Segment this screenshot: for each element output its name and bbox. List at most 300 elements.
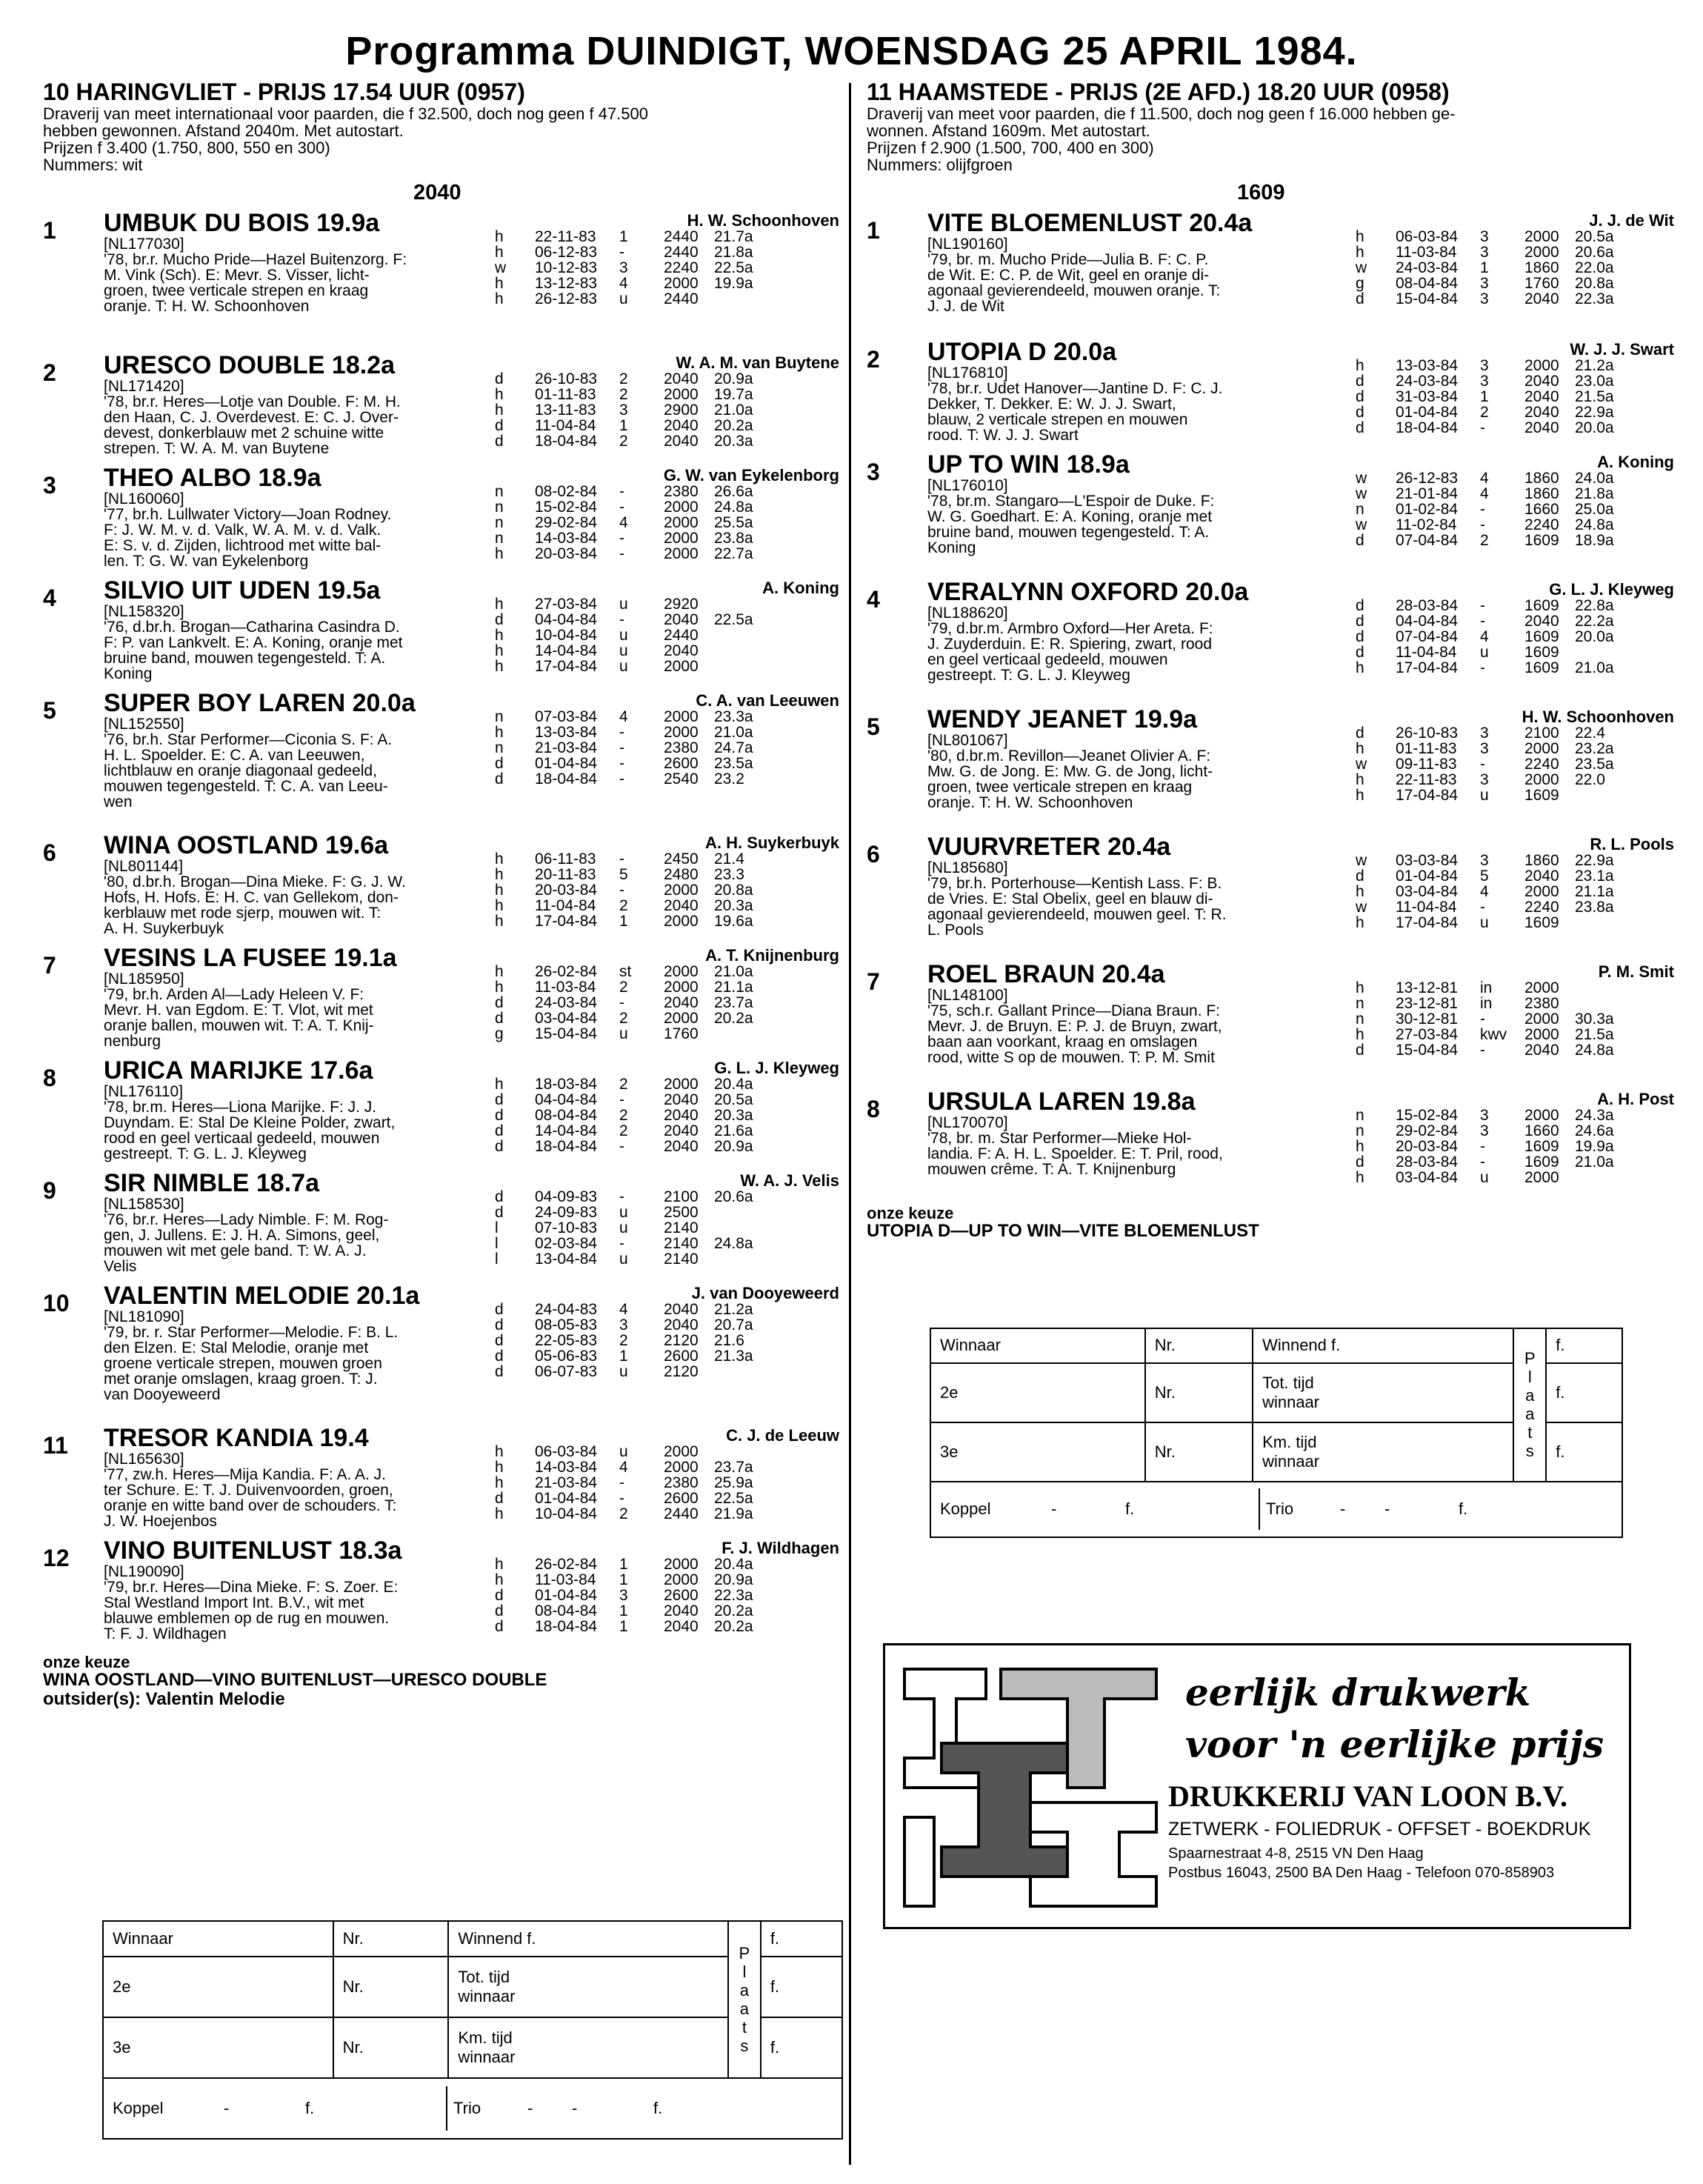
track-code: d [1356, 1042, 1364, 1059]
horse-name: URICA MARIJKE 17.6a [104, 1056, 373, 1085]
entry-text [104, 1425, 533, 1529]
race-distance: 2600 [664, 1348, 699, 1365]
race-distance: 2000 [664, 530, 699, 547]
recent-results [1356, 229, 1674, 307]
recent-results [495, 1444, 836, 1522]
recent-results [1356, 470, 1674, 548]
track-code: d [495, 1618, 504, 1635]
race-date: 10-04-84 [535, 627, 598, 644]
result-row [495, 709, 836, 725]
result-row [495, 882, 836, 898]
horse-entry [867, 1088, 1674, 1198]
horse-description-line: blauw, 2 verticale strepen en mouwen [927, 411, 1188, 428]
race-distance: 2000 [664, 545, 699, 562]
race-date: 11-04-84 [1396, 899, 1457, 916]
finish-place: 3 [619, 259, 628, 276]
finish-place: kwv [1480, 1026, 1507, 1043]
race-date: 13-03-84 [535, 724, 598, 741]
race-distance: 1609 [1524, 1153, 1559, 1171]
km-time: 20.8a [1575, 275, 1614, 292]
trainer-name: F. J. Wildhagen [721, 1539, 839, 1557]
finish-place: - [619, 882, 624, 899]
km-time: 24.6a [1575, 1122, 1614, 1139]
km-time: 21.6 [714, 1332, 744, 1349]
race-distance: 2440 [664, 290, 699, 307]
horse-description-line: len. T: G. W. van Eykelenborg [104, 553, 309, 570]
result-row [495, 276, 836, 291]
finish-place: 2 [619, 1076, 628, 1093]
plaats-f-field[interactable]: f. [761, 1957, 842, 2017]
race-date: 17-04-84 [535, 658, 598, 675]
tot-tijd-field[interactable] [1253, 1363, 1513, 1422]
horse-description-line: strepen. T: W. A. M. van Buytene [104, 440, 330, 457]
km-time: 24.8a [714, 499, 753, 516]
nr-field[interactable]: Nr. [1145, 1363, 1253, 1422]
horse-description-line: ter Schure. E: T. J. Duivenvoorden, groen, [104, 1482, 393, 1499]
finish-place: 4 [619, 1459, 628, 1476]
race-date: 14-04-84 [535, 1122, 598, 1139]
finish-place: - [1480, 1011, 1485, 1028]
km-time: 20.2a [714, 417, 753, 434]
result-row [495, 851, 836, 867]
result-row [1356, 1123, 1674, 1139]
trainer-name: A. H. Post [1597, 1090, 1674, 1108]
horse-registration: [NL185680] [927, 859, 1008, 876]
race-date: 01-04-84 [1396, 404, 1459, 421]
horse-name: UTOPIA D 20.0a [927, 338, 1117, 366]
horse-description-line: de Wit. E: C. P. de Wit, geel en oranje di- [927, 267, 1210, 284]
km-tijd-line: Km. tijd [1262, 1432, 1317, 1451]
finish-place: u [619, 1025, 628, 1042]
entry-text [104, 210, 533, 314]
trio-dash: - [527, 2098, 533, 2117]
result-row [495, 596, 836, 612]
nr-field[interactable]: Nr. [333, 1921, 449, 1957]
horse-registration: [NL160060] [104, 490, 184, 507]
plaats-letter: t [741, 2017, 747, 2037]
entry-list [867, 210, 1674, 1198]
horse-entry [43, 465, 839, 574]
horse-description-line: '80, d.br.m. Revillon—Jeanet Olivier A. F: [927, 748, 1211, 765]
race-distance: 2480 [664, 866, 699, 883]
nr-field[interactable]: Nr. [1145, 1422, 1253, 1482]
result-row [1356, 470, 1674, 486]
finish-place: 2 [619, 433, 628, 450]
km-time: 23.3a [714, 708, 753, 725]
race-date: 24-09-83 [535, 1204, 598, 1221]
track-code: h [1356, 883, 1364, 900]
outsider-line: outsider(s): Valentin Melodie [43, 1689, 285, 1709]
ad-company: DRUKKERIJ VAN LOON B.V. [1168, 1780, 1568, 1813]
result-row [1356, 291, 1674, 307]
km-time: 20.6a [1575, 244, 1614, 261]
finish-place: - [619, 530, 624, 547]
finish-place: 4 [1480, 470, 1489, 487]
race-date: 11-04-84 [535, 897, 596, 914]
track-code: h [495, 897, 504, 914]
km-time: 23.8a [1575, 899, 1614, 916]
entry-number: 5 [867, 713, 880, 740]
recent-results [495, 371, 836, 449]
result-row [1356, 533, 1674, 548]
trio-label: Trio [1266, 1499, 1294, 1519]
race-date: 08-04-84 [1396, 275, 1459, 292]
horse-description-line: groene verticale strepen, mouwen groen [104, 1355, 382, 1372]
track-code: d [495, 1091, 504, 1108]
result-row [495, 725, 836, 740]
result-row [495, 1619, 836, 1634]
track-code: n [1356, 501, 1364, 518]
race-distance: 2380 [1524, 995, 1559, 1012]
race-date: 01-04-84 [535, 755, 598, 772]
race-distance: 1609 [1524, 659, 1559, 676]
km-time: 21.8a [714, 244, 753, 261]
entry-number: 11 [43, 1432, 68, 1459]
track-code: d [495, 611, 504, 628]
nr-field[interactable]: Nr. [333, 2017, 449, 2078]
race-distance: 2240 [1524, 899, 1559, 916]
race-distance: 1760 [1524, 275, 1559, 292]
race-date: 01-04-84 [1396, 868, 1459, 885]
race-distance: 2000 [664, 963, 699, 980]
race-date: 07-04-84 [1396, 532, 1459, 549]
entry-text [104, 465, 533, 569]
race-date: 01-11-83 [535, 386, 596, 403]
result-row [1356, 741, 1674, 756]
race-date: 04-04-84 [535, 1091, 598, 1108]
horse-description-line: W. G. Goedhart. E: A. Koning, oranje met [927, 508, 1213, 525]
track-code: h [495, 627, 504, 644]
plaats-f-field[interactable]: f. [1546, 1422, 1622, 1482]
track-code: d [495, 994, 504, 1011]
horse-description-line: '79, br.h. Porterhouse—Kentish Lass. F: B. [927, 875, 1222, 892]
horse-name: TRESOR KANDIA 19.4 [104, 1424, 369, 1452]
km-time: 23.0a [1575, 373, 1614, 390]
result-row [495, 1333, 836, 1348]
horse-entry [867, 579, 1674, 703]
km-time: 21.7a [714, 228, 753, 245]
horse-entry [43, 577, 839, 687]
finish-place: 5 [619, 866, 628, 883]
result-row [1356, 788, 1674, 803]
result-row [1356, 853, 1674, 868]
result-row [1356, 1139, 1674, 1154]
result-row [1356, 629, 1674, 645]
trio-label: Trio [453, 2098, 481, 2117]
track-code: d [495, 1107, 504, 1124]
horse-entry [43, 1425, 839, 1534]
km-time: 21.0a [1575, 659, 1614, 676]
result-row [495, 995, 836, 1011]
km-time: 23.1a [1575, 868, 1614, 885]
km-time: 22.5a [714, 259, 753, 276]
track-code: h [1356, 1138, 1364, 1155]
race-distance: 2040 [413, 181, 461, 204]
horse-entry [867, 961, 1674, 1085]
track-code: n [1356, 1122, 1364, 1139]
track-code: h [1356, 1026, 1364, 1043]
finish-place: - [1480, 756, 1485, 773]
finish-place: 3 [1480, 228, 1489, 245]
km-tijd-field[interactable] [1253, 1422, 1513, 1482]
km-time: 22.3a [714, 1587, 753, 1604]
km-time: 20.3a [714, 1107, 753, 1124]
race-distance: 2040 [1524, 868, 1559, 885]
entry-text [104, 945, 533, 1049]
race-date: 18-03-84 [535, 1076, 598, 1093]
race-desc-line: Draverij van meet voor paarden, die f 11.500, doch nog geen f 16.000 hebben ge- [867, 104, 1456, 123]
finish-place: 1 [619, 913, 628, 930]
result-row [1356, 276, 1674, 291]
race-date: 17-04-84 [1396, 914, 1459, 931]
km-time: 21.2a [714, 1301, 753, 1318]
race-date: 11-04-84 [1396, 644, 1457, 661]
horse-description-line: de Vries. E: Stal Obelix, geel en blauw di- [927, 890, 1213, 908]
plaats-letter: t [1527, 1423, 1533, 1442]
finish-place: 3 [1480, 1122, 1489, 1139]
track-code: d [495, 1332, 504, 1349]
horse-registration: [NL171420] [104, 378, 184, 395]
koppel-dash: - [1051, 1499, 1057, 1519]
entry-number: 7 [43, 952, 56, 979]
plaats-f-field[interactable]: f. [1546, 1363, 1622, 1422]
km-time: 23.7a [714, 994, 753, 1011]
race-distance: 1609 [1524, 597, 1559, 614]
track-code: h [1356, 979, 1364, 996]
race-desc-line: Prijzen f 3.400 (1.750, 800, 550 en 300) [43, 139, 330, 157]
km-time: 23.5a [714, 755, 753, 772]
entry-number: 6 [867, 841, 880, 868]
result-row [495, 1205, 836, 1220]
km-time: 20.9a [714, 1138, 753, 1155]
result-row [495, 1475, 836, 1491]
trainer-name: W. A. J. Velis [740, 1171, 839, 1190]
track-code: w [1356, 899, 1367, 916]
track-code: d [495, 1316, 504, 1334]
race-distance: 2040 [664, 1602, 699, 1619]
recent-results [1356, 725, 1674, 803]
km-time: 24.8a [714, 1235, 753, 1252]
result-row [1356, 868, 1674, 884]
horse-description-line: gestreept. T: G. L. J. Kleyweg [104, 1145, 307, 1162]
km-tijd-field[interactable] [448, 2017, 728, 2078]
track-code: h [1356, 1169, 1364, 1186]
trainer-name: W. A. M. van Buytene [676, 353, 839, 372]
result-row [1356, 244, 1674, 260]
race-distance: 1609 [1524, 914, 1559, 931]
race-date: 26-10-83 [535, 370, 598, 387]
finish-place: u [619, 290, 628, 307]
track-code: w [1356, 852, 1367, 869]
finish-place: u [619, 1363, 628, 1380]
tot-tijd-field[interactable] [448, 1957, 728, 2017]
km-time: 20.9a [714, 1571, 753, 1588]
track-code: h [1356, 228, 1364, 245]
race-distance: 2540 [664, 770, 699, 788]
koppel-trio-row[interactable] [930, 1482, 1622, 1537]
nr-field[interactable]: Nr. [333, 1957, 449, 2017]
race-desc-line: Nummers: olijfgroen [867, 156, 1013, 174]
result-row [495, 387, 836, 402]
km-time: 26.6a [714, 483, 753, 500]
trio-dash: - [1384, 1499, 1390, 1519]
tweede-label: 2e [103, 1957, 333, 2017]
horse-registration: [NL801144] [104, 858, 184, 875]
keuze-label: onze keuze [43, 1653, 130, 1671]
horse-description-line: den Haan, C. J. Overdevest. E: C. J. Over- [104, 409, 399, 426]
entry-number: 3 [867, 459, 880, 485]
track-code: h [495, 882, 504, 899]
trainer-name: R. L. Pools [1590, 835, 1674, 853]
horse-entry [43, 1282, 839, 1422]
horse-description-line: '78, br.r. Mucho Pride—Hazel Buitenzorg. F: [104, 251, 407, 268]
recent-results [495, 851, 836, 929]
race-date: 30-12-81 [1396, 1011, 1459, 1028]
km-time: 24.3a [1575, 1107, 1614, 1124]
track-code: n [1356, 1107, 1364, 1124]
result-row [1356, 613, 1674, 629]
race-date: 06-03-84 [535, 1443, 598, 1460]
track-code: h [495, 963, 504, 980]
track-code: d [1356, 404, 1364, 421]
km-time: 21.4 [714, 850, 744, 868]
koppel-f: f. [1125, 1488, 1260, 1530]
race-date: 05-06-83 [535, 1348, 598, 1365]
race-date: 07-03-84 [535, 708, 598, 725]
plaats-f-field[interactable]: f. [761, 1921, 842, 1957]
track-code: d [495, 1010, 504, 1027]
plaats-letter: P [1524, 1349, 1536, 1368]
horse-entry [867, 210, 1674, 336]
horse-description-line: '78, br.r. Heres—Lotje van Double. F: M. H. [104, 393, 401, 410]
plaats-letter: a [1525, 1405, 1535, 1424]
finish-place: st [619, 963, 632, 980]
race-desc-line: Nummers: wit [43, 156, 143, 174]
result-row [1356, 404, 1674, 420]
result-row [495, 1092, 836, 1108]
tweede-label: 2e [930, 1363, 1145, 1422]
race-distance: 2000 [664, 708, 699, 725]
km-time: 22.5a [714, 1490, 753, 1507]
plaats-f-field[interactable]: f. [1546, 1328, 1622, 1363]
nr-field[interactable]: Nr. [1145, 1328, 1253, 1363]
finish-place: - [619, 1235, 624, 1252]
result-row [495, 979, 836, 995]
race-date: 10-04-84 [535, 1505, 598, 1522]
result-row [495, 1076, 836, 1092]
race-distance: 2000 [664, 275, 699, 292]
race-distance: 2040 [664, 642, 699, 659]
race-desc-line: wonnen. Afstand 1609m. Met autostart. [867, 121, 1150, 140]
winnend-field[interactable]: Winnend f. [1253, 1328, 1513, 1363]
result-row [495, 1011, 836, 1026]
entry-text [927, 579, 1357, 683]
result-row [495, 515, 836, 530]
race-description [867, 105, 1674, 173]
result-row [1356, 899, 1674, 915]
race-date: 09-11-83 [1396, 756, 1457, 773]
track-code: h [495, 545, 504, 562]
trainer-name: G. W. van Eykelenborg [663, 466, 839, 485]
km-time: 21.0a [714, 724, 753, 741]
horse-description-line: groen, twee verticale strepen en kraag [927, 779, 1193, 796]
finish-place: 4 [1480, 485, 1489, 502]
result-row [495, 260, 836, 276]
result-row [495, 1123, 836, 1139]
finish-place: - [1480, 597, 1485, 614]
race-distance: 2040 [1524, 388, 1559, 405]
track-code: h [1356, 740, 1364, 757]
horse-description-line: Duyndam. E: Stal De Kleine Polder, zwart, [104, 1114, 396, 1131]
track-code: d [495, 433, 504, 450]
race-date: 17-04-84 [1396, 659, 1459, 676]
horse-description-line: '75, sch.r. Gallant Prince—Diana Braun. F: [927, 1002, 1221, 1019]
race-distance: 2600 [664, 755, 699, 772]
track-code: h [1356, 659, 1364, 676]
koppel-trio-row[interactable] [103, 2078, 842, 2139]
trainer-name: P. M. Smit [1598, 962, 1674, 981]
finish-place: - [619, 244, 624, 261]
trainer-name: A. Koning [1597, 453, 1674, 471]
horse-description-line: gen, J. Jullens. E: J. H. A. Simons, geel, [104, 1227, 380, 1244]
finish-place: u [619, 1204, 628, 1221]
recent-results [495, 1302, 836, 1379]
track-code: n [495, 530, 504, 547]
track-code: h [495, 1443, 504, 1460]
entry-number: 1 [43, 217, 56, 244]
finish-place: - [619, 739, 624, 756]
horse-description-line: rood. T: W. J. J. Swart [927, 427, 1079, 444]
km-tijd-line: winnaar [1262, 1451, 1320, 1471]
plaats-f-field[interactable]: f. [761, 2017, 842, 2078]
race-date: 13-04-84 [535, 1251, 598, 1268]
horse-name: VINO BUITENLUST 18.3a [104, 1537, 402, 1565]
track-code: h [495, 1474, 504, 1491]
plaats-letter: a [1525, 1386, 1535, 1405]
race-desc-line: Prijzen f 2.900 (1.500, 700, 400 en 300) [867, 139, 1154, 157]
winnend-field[interactable]: Winnend f. [448, 1921, 728, 1957]
race-date: 03-04-84 [535, 1010, 598, 1027]
horse-entry [43, 352, 839, 462]
plaats-letter: a [739, 1999, 750, 2018]
race-date: 26-02-84 [535, 1556, 598, 1573]
finish-place: 5 [1480, 868, 1489, 885]
horse-entry [43, 945, 839, 1054]
result-row [1356, 1027, 1674, 1042]
km-time: 23.5a [1575, 756, 1614, 773]
result-row [495, 643, 836, 659]
race-distance: 2040 [664, 1091, 699, 1108]
race-distance: 2000 [1524, 740, 1559, 757]
horse-description-line: '79, d.br.m. Armbro Oxford—Her Areta. F: [927, 620, 1213, 637]
horse-description-line: met oranje omslagen, kraag groen. T: J. [104, 1371, 378, 1388]
plaats-letter: l [742, 1962, 747, 1981]
km-time: 24.8a [1575, 516, 1614, 533]
finish-place: 2 [619, 1107, 628, 1124]
result-row [495, 913, 836, 929]
horse-description-line: '76, d.br.h. Brogan—Catharina Casindra D. [104, 619, 400, 636]
entry-text [927, 1088, 1357, 1177]
finish-place: 3 [1480, 244, 1489, 261]
race-date: 20-11-83 [535, 866, 596, 883]
race-distance: 2040 [664, 1618, 699, 1635]
entry-text [104, 1170, 533, 1274]
finish-place: u [1480, 644, 1489, 661]
race-date: 14-03-84 [535, 530, 598, 547]
finish-place: - [619, 1474, 624, 1491]
trainer-name: J. van Dooyeweerd [691, 1284, 839, 1302]
plaats-letter: s [1525, 1442, 1534, 1461]
